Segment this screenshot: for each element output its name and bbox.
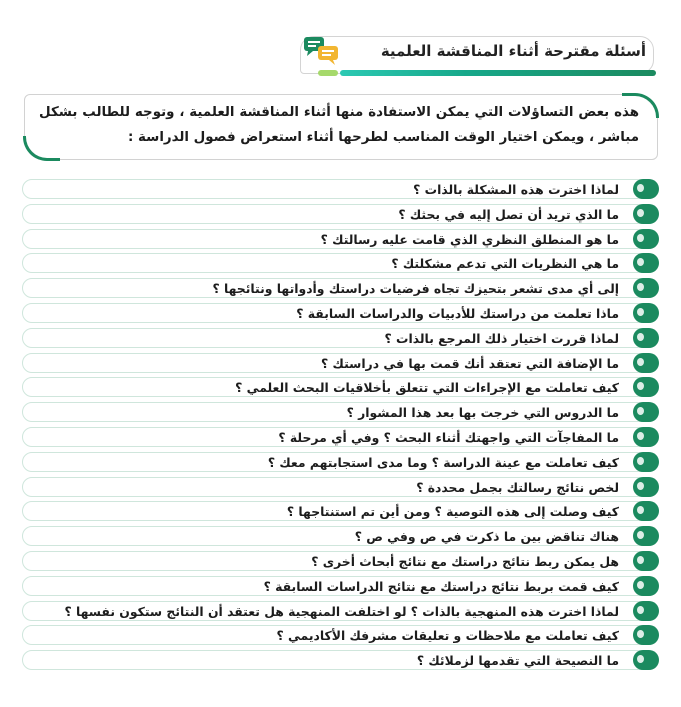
question-item bbox=[22, 477, 658, 497]
bullet-tab-icon bbox=[633, 179, 659, 199]
page-title: أسئلة مقترحة أثناء المناقشة العلمية bbox=[380, 42, 646, 60]
bullet-tab-icon bbox=[633, 278, 659, 298]
question-text: لخص نتائج رسالتك بجمل محددة ؟ bbox=[416, 479, 619, 495]
question-item bbox=[22, 377, 658, 397]
bullet-tab-icon bbox=[633, 452, 659, 472]
bullet-tab-icon bbox=[633, 229, 659, 249]
question-text: لماذا قررت اختيار ذلك المرجع بالذات ؟ bbox=[384, 330, 619, 346]
question-text: هناك تناقض بين ما ذكرت في ص وفي ص ؟ bbox=[354, 529, 619, 545]
bullet-tab-icon bbox=[633, 204, 659, 224]
question-text: كيف تعاملت مع عينة الدراسة ؟ وما مدى استجابتهم معك ؟ bbox=[267, 454, 619, 470]
bullet-tab-icon bbox=[633, 551, 659, 571]
bullet-tab-icon bbox=[633, 427, 659, 447]
question-text: هل يمكن ربط نتائج دراستك مع نتائج أبحاث أخرى ؟ bbox=[311, 553, 619, 569]
question-text: كيف تعاملت مع ملاحظات و تعليقات مشرفك الأكاديمي ؟ bbox=[276, 628, 619, 644]
question-text: كيف تعاملت مع الإجراءات التي تتعلق بأخلاقيات البحث العلمي ؟ bbox=[235, 380, 619, 396]
intro-text: هذه بعض التساؤلات التي يمكن الاستفادة منها أثناء المناقشة العلمية ، وتوجه للطالب بشكل مباشر ، ويمكن اختيار الوقت المناسب لطرحها أثناء استعراض فصول الدراسة : bbox=[39, 105, 639, 145]
question-item bbox=[22, 601, 658, 621]
question-text: كيف وصلت إلى هذه التوصية ؟ ومن أين تم استنتاجها ؟ bbox=[286, 504, 619, 520]
header-underline bbox=[340, 70, 656, 76]
question-text: إلى أي مدى تشعر بتحيزك تجاه فرضيات دراستك وأدواتها ونتائجها ؟ bbox=[212, 281, 619, 297]
question-text: ما الدروس التي خرجت بها بعد هذا المشوار ؟ bbox=[346, 405, 619, 421]
question-item bbox=[22, 551, 658, 571]
question-text: لماذا اخترت هذه المشكلة بالذات ؟ bbox=[413, 182, 619, 197]
question-item bbox=[22, 402, 658, 422]
question-item bbox=[22, 253, 658, 273]
question-item bbox=[22, 427, 658, 447]
bullet-tab-icon bbox=[633, 253, 659, 273]
question-text: ما الإضافة التي تعتقد أنك قمت بها في دراستك ؟ bbox=[321, 355, 619, 371]
question-item bbox=[22, 650, 658, 670]
question-item bbox=[22, 328, 658, 348]
question-text: ماذا تعلمت من دراستك للأدبيات والدراسات السابقة ؟ bbox=[296, 305, 619, 321]
intro-box bbox=[24, 94, 658, 160]
chat-bubbles-icon bbox=[302, 34, 340, 68]
bullet-tab-icon bbox=[633, 477, 659, 497]
question-item bbox=[22, 526, 658, 546]
question-item bbox=[22, 303, 658, 323]
question-item bbox=[22, 179, 658, 199]
header bbox=[294, 30, 658, 80]
bullet-tab-icon bbox=[633, 377, 659, 397]
question-item bbox=[22, 353, 658, 373]
question-text: ما المفاجآت التي واجهتك أثناء البحث ؟ وفي أي مرحلة ؟ bbox=[278, 429, 619, 445]
question-text: ما النصيحة التي تقدمها لزملائك ؟ bbox=[416, 653, 619, 669]
bullet-tab-icon bbox=[633, 402, 659, 422]
question-text: ما هي النظريات التي تدعم مشكلتك ؟ bbox=[391, 256, 619, 272]
bullet-tab-icon bbox=[633, 601, 659, 621]
question-text: لماذا اخترت هذه المنهجية بالذات ؟ لو اختلفت المنهجية هل تعتقد أن النتائج ستكون نفسها ؟ bbox=[64, 603, 619, 619]
question-item bbox=[22, 278, 658, 298]
bullet-tab-icon bbox=[633, 303, 659, 323]
questions-list bbox=[22, 179, 658, 675]
question-text: كيف قمت بربط نتائج دراستك مع نتائج الدراسات السابقة ؟ bbox=[263, 578, 619, 594]
bullet-tab-icon bbox=[633, 353, 659, 373]
question-item bbox=[22, 625, 658, 645]
bullet-tab-icon bbox=[633, 501, 659, 521]
bullet-tab-icon bbox=[633, 328, 659, 348]
question-item bbox=[22, 501, 658, 521]
question-item bbox=[22, 204, 658, 224]
bullet-tab-icon bbox=[633, 576, 659, 596]
question-item bbox=[22, 452, 658, 472]
bullet-tab-icon bbox=[633, 526, 659, 546]
question-item bbox=[22, 229, 658, 249]
question-text: ما هو المنطلق النظري الذي قامت عليه رسالتك ؟ bbox=[320, 231, 619, 247]
bullet-tab-icon bbox=[633, 650, 659, 670]
bullet-tab-icon bbox=[633, 625, 659, 645]
question-item bbox=[22, 576, 658, 596]
question-text: ما الذي تريد أن تصل إليه في بحثك ؟ bbox=[398, 206, 619, 222]
